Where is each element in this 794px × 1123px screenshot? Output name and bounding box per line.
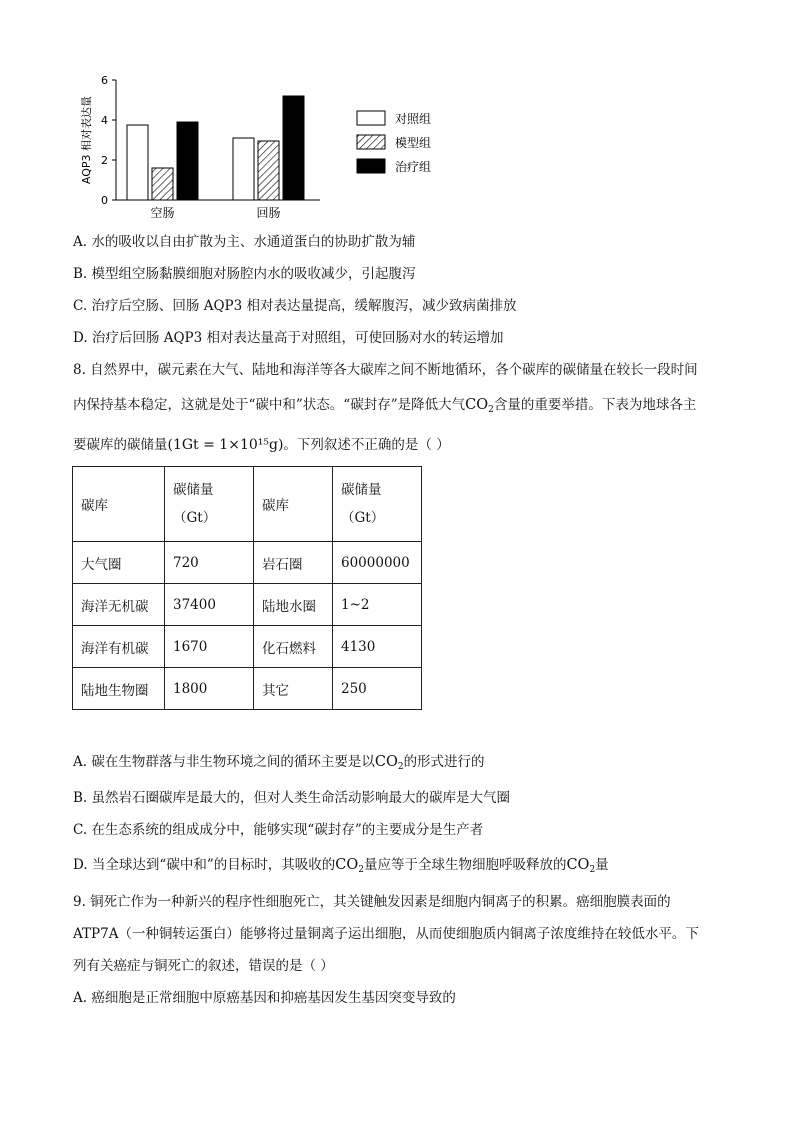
q8-stem-line2-pre: 内保持基本稳定，这就是处于“碳中和”状态。“碳封存”是降低大气 <box>73 397 466 413</box>
table-cell: 海洋无机碳 <box>73 584 165 626</box>
legend-label: 对照组 <box>395 112 432 126</box>
co2-text: CO <box>566 857 590 873</box>
bar <box>258 141 279 200</box>
co2-subscript: 2 <box>488 405 494 415</box>
legend-label: 模型组 <box>395 136 432 150</box>
header-unit-label: （Gt） <box>173 510 217 526</box>
table-cell: 1~2 <box>333 584 422 626</box>
table-row <box>73 668 422 710</box>
table-header-cell <box>165 467 254 542</box>
x-tick-label: 回肠 <box>256 206 281 220</box>
table-cell: 陆地生物圈 <box>73 668 165 710</box>
q9-stem-line3: 列有关癌症与铜死亡的叙述，错误的是（ ） <box>73 958 334 974</box>
co2-subscript: 2 <box>397 762 404 772</box>
bar <box>177 122 198 200</box>
legend-swatch <box>357 159 385 173</box>
q8-option-a-post: 的形式进行的 <box>403 754 485 770</box>
q9-option-a: A. 癌细胞是正常细胞中原癌基因和抑癌基因发生基因突变导致的 <box>73 990 456 1006</box>
q8-option-d <box>73 855 609 880</box>
co2-formula <box>335 857 364 873</box>
q7-option-b: B. 模型组空肠黏膜细胞对肠腔内水的吸收减少，引起腹泻 <box>73 266 416 282</box>
table-cell: 陆地水圈 <box>254 584 333 626</box>
table-header-cell: 碳库 <box>254 467 333 542</box>
bar <box>127 125 148 200</box>
q7-option-c: C. 治疗后空肠、回肠 AQP3 相对表达量提高，缓解腹泻，减少致病菌排放 <box>73 298 517 314</box>
bar <box>152 168 173 200</box>
table-cell: 1670 <box>165 626 254 668</box>
q7-option-a: A. 水的吸收以自由扩散为主、水通道蛋白的协助扩散为辅 <box>73 234 416 250</box>
table-row <box>73 626 422 668</box>
table-cell: 37400 <box>165 584 254 626</box>
y-tick-label: 4 <box>101 114 108 127</box>
co2-text: CO <box>465 397 489 413</box>
q7-option-d: D. 治疗后回肠 AQP3 相对表达量高于对照组，可使回肠对水的转运增加 <box>73 330 504 346</box>
header-storage-label: 碳储量 <box>173 482 214 498</box>
x-tick-label: 空肠 <box>150 206 175 220</box>
bar <box>233 138 254 200</box>
table-cell: 其它 <box>254 668 333 710</box>
co2-formula <box>375 754 404 770</box>
table-cell: 化石燃料 <box>254 626 333 668</box>
q8-stem-line3-post: 。下列叙述不正确的是（ ） <box>283 437 450 453</box>
header-unit-label: （Gt） <box>341 510 385 526</box>
co2-text: CO <box>335 857 359 873</box>
table-cell: 250 <box>333 668 422 710</box>
table-row <box>73 542 422 584</box>
q9-stem-line2: ATP7A（一种铜转运蛋白）能够将过量铜离子运出细胞，从而使细胞质内铜离子浓度维持在较低水平。下 <box>73 926 699 942</box>
table-cell: 大气圈 <box>73 542 165 584</box>
table-header-row <box>73 467 422 542</box>
y-tick-label: 2 <box>101 154 108 167</box>
y-tick-label: 6 <box>101 74 108 87</box>
legend-swatch <box>357 111 385 125</box>
q8-option-b: B. 虽然岩石圈碳库是最大的，但对人类生命活动影响最大的碳库是大气圈 <box>73 790 511 806</box>
q8-option-d-mid: 量应等于全球生物细胞呼吸释放的 <box>363 857 567 873</box>
co2-formula <box>465 397 494 413</box>
q8-option-d-post: 量 <box>595 857 609 873</box>
q8-stem-line3-pre: 要碳库的碳储量 <box>73 437 168 453</box>
q8-option-a <box>73 752 485 777</box>
table-cell: 720 <box>165 542 254 584</box>
co2-subscript: 2 <box>589 865 596 875</box>
q8-option-d-pre: D. 当全球达到“碳中和”的目标时，其吸收的 <box>73 857 336 873</box>
table-header-cell <box>333 467 422 542</box>
co2-subscript: 2 <box>358 865 364 875</box>
header-storage-label: 碳储量 <box>341 482 382 498</box>
y-axis-label: AQP3 相对表达量 <box>80 95 93 185</box>
table-header-cell: 碳库 <box>73 467 165 542</box>
y-tick-label: 0 <box>101 194 108 207</box>
bar <box>283 96 304 200</box>
table-cell: 1800 <box>165 668 254 710</box>
q8-option-c: C. 在生态系统的组成成分中，能够实现“碳封存”的主要成分是生产者 <box>73 822 484 838</box>
legend-swatch <box>357 135 385 149</box>
co2-text: CO <box>374 754 398 770</box>
q8-stem-line2-post: 含量的重要举措。下表为地球各主 <box>493 397 697 413</box>
table-cell: 4130 <box>333 626 422 668</box>
q8-stem-line1: 8. 自然界中，碳元素在大气、陆地和海洋等各大碳库之间不断地循环，各个碳库的碳储量在较长一段时间 <box>73 362 698 378</box>
table-row <box>73 584 422 626</box>
q9-stem-line1: 9. 铜死亡作为一种新兴的程序性细胞死亡，其关键触发因素是细胞内铜离子的积累。癌细胞膜表面的 <box>73 894 671 910</box>
carbon-pool-table <box>72 466 422 710</box>
co2-formula <box>566 857 595 873</box>
legend-label: 治疗组 <box>395 160 432 174</box>
q8-stem-line2 <box>73 395 696 420</box>
unit-formula: (1Gt = 1×10¹⁵g) <box>167 437 284 453</box>
q8-stem-line3 <box>73 435 450 455</box>
aqp3-bar-chart <box>70 70 450 230</box>
q8-option-a-pre: A. 碳在生物群落与非生物环境之间的循环主要是以 <box>73 754 375 770</box>
table-cell: 海洋有机碳 <box>73 626 165 668</box>
table-cell: 岩石圈 <box>254 542 333 584</box>
table-cell: 60000000 <box>333 542 422 584</box>
